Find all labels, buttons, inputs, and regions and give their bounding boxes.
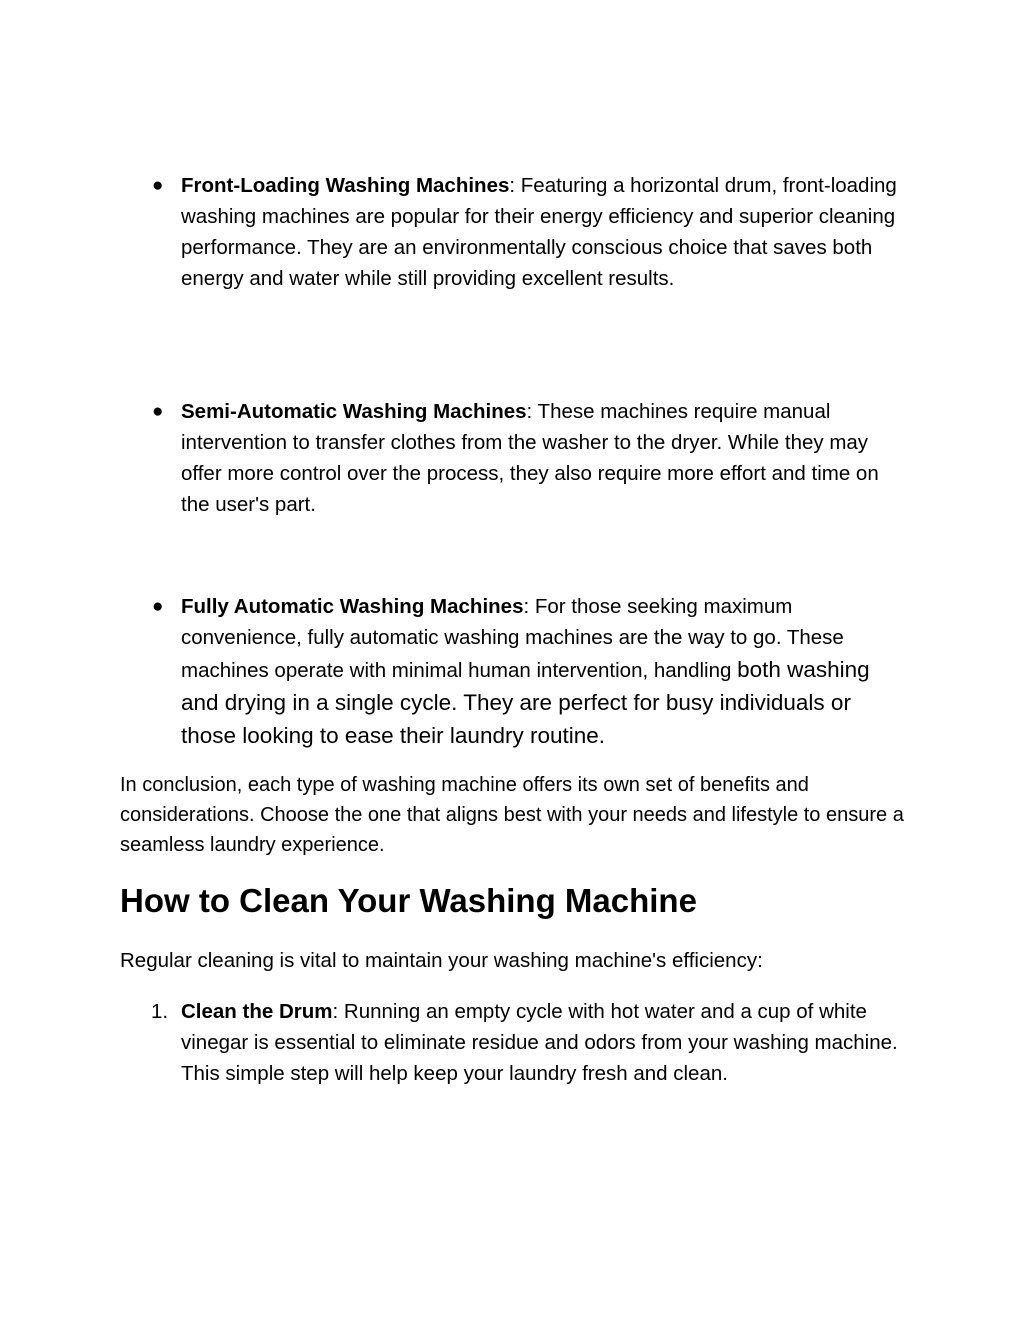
bullet-text — [181, 591, 911, 752]
bullet-text — [181, 170, 911, 294]
bullet-item-fully-automatic — [120, 591, 920, 752]
bullet-term: Fully Automatic Washing Machines — [181, 595, 524, 618]
step-term: Clean the Drum — [181, 1000, 333, 1023]
step-number: 1. — [151, 1000, 169, 1023]
bullet-description-continued: both washing and drying in a single cycle. They are perfect for busy individuals or those looking to ease their laundry routine. — [181, 657, 870, 748]
bullet-marker: ● — [152, 596, 164, 617]
bullet-description: : For those seeking maximum convenience, fully automatic washing machines are the way to go. These machines operate with minimal human intervention, handling — [181, 595, 844, 682]
section-intro: Regular cleaning is vital to maintain your washing machine's efficiency: — [120, 949, 763, 972]
conclusion-paragraph: In conclusion, each type of washing machine offers its own set of benefits and considerations. Choose the one that aligns best with your needs and lifestyle to ensure a seamless laundry experience. — [120, 774, 904, 856]
bullet-term: Front-Loading Washing Machines — [181, 174, 510, 197]
bullet-description: : Featuring a horizontal drum, front-loading washing machines are popular for their energy efficiency and superior cleaning performance. They are an environmentally conscious choice that saves both energy and water while still providing excellent results. — [181, 174, 897, 290]
bullet-item-semi-automatic — [120, 396, 920, 520]
step-text — [181, 996, 911, 1089]
bullet-item-front-loading — [120, 170, 920, 294]
step-description: : Running an empty cycle with hot water and a cup of white vinegar is essential to eliminate residue and odors from your washing machine. This simple step will help keep your laundry fresh and clean. — [181, 1000, 898, 1085]
section-heading: How to Clean Your Washing Machine — [120, 882, 697, 919]
bullet-text — [181, 396, 911, 520]
bullet-marker: ● — [152, 401, 164, 422]
bullet-term: Semi-Automatic Washing Machines — [181, 400, 527, 423]
bullet-marker: ● — [152, 175, 164, 196]
numbered-item-clean-drum — [120, 996, 920, 1089]
bullet-description: : These machines require manual intervention to transfer clothes from the washer to the dryer. While they may offer more control over the process, they also require more effort and time on the user's part. — [181, 400, 879, 516]
